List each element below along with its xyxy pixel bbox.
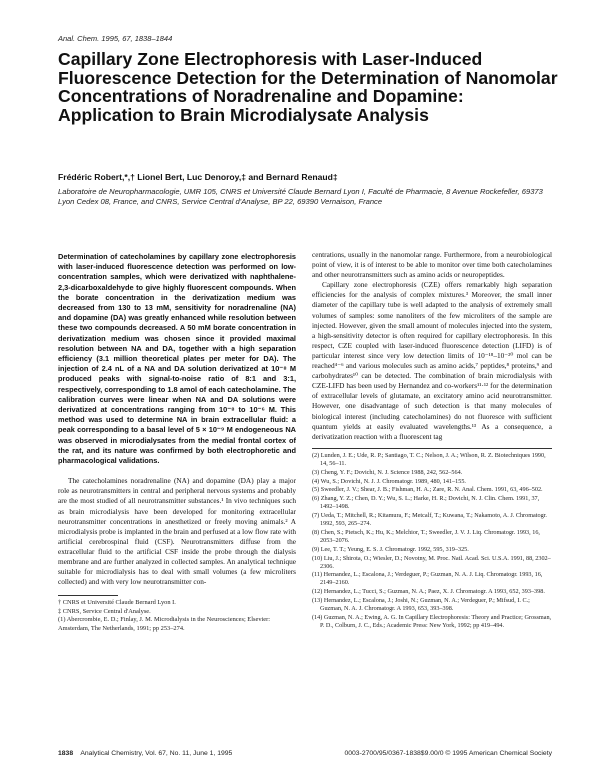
body-paragraph: Capillary zone electrophoresis (CZE) offers remarkably high separation efficiencies for the analysis of complex mixtures.³ Moreover, the small inner diameter of the capillary tube is well adapted to the analysis of extremely small volumes of samples: some nanoliters of the few microliters of the sample are injected. However, given the small amount of molecules injected into the system, a high-sensitivity detector is often required for capillary electrophoresis. In this respect, CZE coupled with laser-induced fluorescence detection (LIFD) is of particular interest since very low detection limits of 10⁻¹⁸–10⁻²⁰ mol can be reached⁴⁻⁶ and various molecules such as amino acids,⁷ peptides,⁸ proteins,⁹ and carbohydrates¹⁰ can be detected. The combination of brain microdialysis with CZE-LIFD has been used by Hernandez and co-workers¹¹·¹² for the determination of extracellular levels of glutamate, an excitatory amino acid neurotransmitter. However, one disadvantage of such detection is that many molecules of biological interest (including catecholamines) do not fluoresce with sufficient quantum yields at easily evaluated wavelengths.¹³ As a consequence, a derivatization reaction with a fluorescent tag	[312, 280, 552, 441]
reference-list	[312, 452, 552, 630]
footnote: ‡ CNRS, Service Central d'Analyse.	[58, 607, 151, 615]
reference-item: (14) Guzman, N. A.; Ewing, A. G. In Capillary Electrophoresis: Theory and Practice; Grossman, P. D., Colburn, J. C., Eds.; Academic Press: New York, 1992; pp 419–494.	[312, 614, 552, 629]
reference-item: (6) Zhang, Y. Z.; Chen, D. Y.; Wu, S. L.; Harke, H. R.; Dovichi, N. J. Clin. Chem. 1991, 37, 1492–1498.	[312, 495, 540, 511]
footnote: (1) Abercrombie, E. D.; Finlay, J. M. Microdialysis in the Neurosciences; Elsevier: Amsterdam, The Netherlands, 1991; pp 253–274.	[58, 616, 271, 632]
article-title: Capillary Zone Electrophoresis with Laser-Induced Fluorescence Detection for the Determination of Nanomolar Concentrations of Noradrenaline and Dopamine: Application to Brain Microdialysate Analysis	[58, 49, 558, 125]
reference-item: (4) Wu, S.; Dovichi, N. J. J. Chromatogr. 1989, 480, 141–155.	[312, 477, 466, 485]
reference-item: (2) Lunden, J. E.; Ude, R. P.; Santiago, T. C.; Nelson, J. A.; Wilson, R. Z. Biotechniques 1990, 14, 56–11.	[312, 451, 546, 467]
right-column	[312, 250, 552, 631]
reference-item: (10) Liu, J.; Shirota, O.; Wiesler, D.; Novotny, M. Proc. Natl. Acad. Sci. U.S.A. 1991, 88, 2302–2306.	[312, 554, 551, 570]
reference-item: (11) Hernandez, L.; Escalona, J.; Verdeguer, P.; Guzman, N. A. J. Liq. Chromatogr. 1993, 16, 2149–2160.	[312, 571, 543, 587]
footnote: † CNRS et Université Claude Bernard Lyon I.	[58, 599, 176, 607]
reference-item: (9) Lee, T. T.; Yeung, E. S. J. Chromatogr. 1992, 595, 319–325.	[312, 545, 469, 553]
reference-item: (3) Cheng, Y. F.; Dovichi, N. J. Science 1988, 242, 562–564.	[312, 468, 463, 476]
left-column	[58, 252, 296, 633]
abstract: Determination of catecholamines by capillary zone electrophoresis with laser-induced fluorescence detection was performed on low-concentration samples, which were derivatized with naphthalene-2,3-dicarboxaldehyde to give highly fluorescent compounds. When the borate concentration in the derivatization medium was decreased from 130 to 13 mM, sensitivity for noradrenaline (NA) and dopamine (DA) was greatly enhanced while resolution between these two compounds decreased. A 50 mM borate concentration in derivatization medium was chosen since it provided maximal resolution between NA and DA, together with a high separation efficiency (3.1 million theoretical plates per meter for DA). The injection of 2.4 nL of a NA and DA solution derivatized at 10⁻⁸ M produced peaks with signal-to-noise ratio of 8:1 and 3:1, respectively, corresponding to 1.8 amol of each catecholamine. The calibration curves were linear when NA and DA solutions were derivatized at concentrations ranging from 10⁻⁸ to 10⁻⁶ M. This method was used to determine NA in brain extracellular fluid: a peak corresponding to a basal level of 5 × 10⁻⁹ M endogeneous NA was observed in microdialysates from the medial frontal cortex of the rat, and its nature was confirmed by both electrophoretic and pharmacological validations.	[58, 252, 296, 466]
page-number: 1838	[58, 750, 74, 757]
intro-paragraph: The catecholamines noradrenaline (NA) and dopamine (DA) play a major role as neurotransmitters in central and peripheral nervous systems and probably are the most studied of all neurotransmitter substances.¹ In vivo techniques such as brain microdialysis have been developed for monitoring extracellular neurotransmitter concentrations in anesthetized or freely moving animals.² A microdialysis probe is implanted in the brain and perfused at a low flow rate with artificial cerebrospinal fluid (CSF). Neurotransmitters diffuse from the extracellular fluid to the artificial CSF inside the probe through the dialysis membrane and are further analyzed in collected samples. An analytical technique suitable for microdialysis has to deal with small volumes (a few microliters collected) and with very low neurotransmitter con-	[58, 476, 296, 587]
reference-item: (12) Hernandez, L.; Tucci, S.; Guzman, N. A.; Paez, X. J. Chromatogr. A 1993, 652, 393–398.	[312, 588, 545, 596]
footnotes	[58, 599, 296, 633]
reference-item: (13) Hernandez, L.; Escalona, J.; Joshi, N.; Guzman, N. A.; Verdeguer, P.; Mifsud, I. C.; Guzman, N. A. J. Chromatogr. A 1993, 653, 393–398.	[312, 597, 530, 613]
body-paragraph: centrations, usually in the nanomolar range. Furthermore, from a neurobiological point of view, it is of interest to be able to monitor over time both catecholamines and other neurotransmitters such as amino acids or neuropeptides.	[312, 250, 552, 280]
author-affiliation: Laboratoire de Neuropharmacologie, UMR 105, CNRS et Université Claude Bernard Lyon I, Faculté de Pharmacie, 8 Avenue Rockefeller, 69373 Lyon Cedex 08, France, and CNRS, Service Central d'Analyse, BP 22, 69390 Vernaison, France	[58, 187, 543, 207]
reference-item: (7) Ueda, T.; Mitchell, R.; Kitamura, F.; Metcalf, T.; Kuwana, T.; Nakamoto, A. J. Chromatogr. 1992, 593, 265–274.	[312, 512, 547, 528]
copyright-line: 0003-2700/95/0367-1838$9.00/0 © 1995 American Chemical Society	[344, 750, 552, 757]
author-list: Frédéric Robert,*,† Lionel Bert, Luc Denoroy,‡ and Bernard Renaud‡	[58, 172, 338, 182]
page-footer	[58, 750, 552, 762]
journal-issue: Analytical Chemistry, Vol. 67, No. 11, June 1, 1995	[80, 750, 233, 757]
reference-item: (8) Chen, S.; Pietsch, K.; Hu, K.; Melchior, T.; Sweedler, J. V. J. Liq. Chromatogr. 1993, 16, 2053–2076.	[312, 528, 540, 544]
footnote-divider	[58, 595, 118, 596]
references-divider	[312, 448, 552, 449]
journal-reference: Anal. Chem. 1995, 67, 1838–1844	[58, 34, 173, 43]
footer-left	[58, 750, 232, 757]
reference-item: (5) Sweedler, J. V.; Shear, J. B.; Fishman, H. A.; Zare, R. N. Anal. Chem. 1991, 63, 496–502.	[312, 486, 543, 494]
